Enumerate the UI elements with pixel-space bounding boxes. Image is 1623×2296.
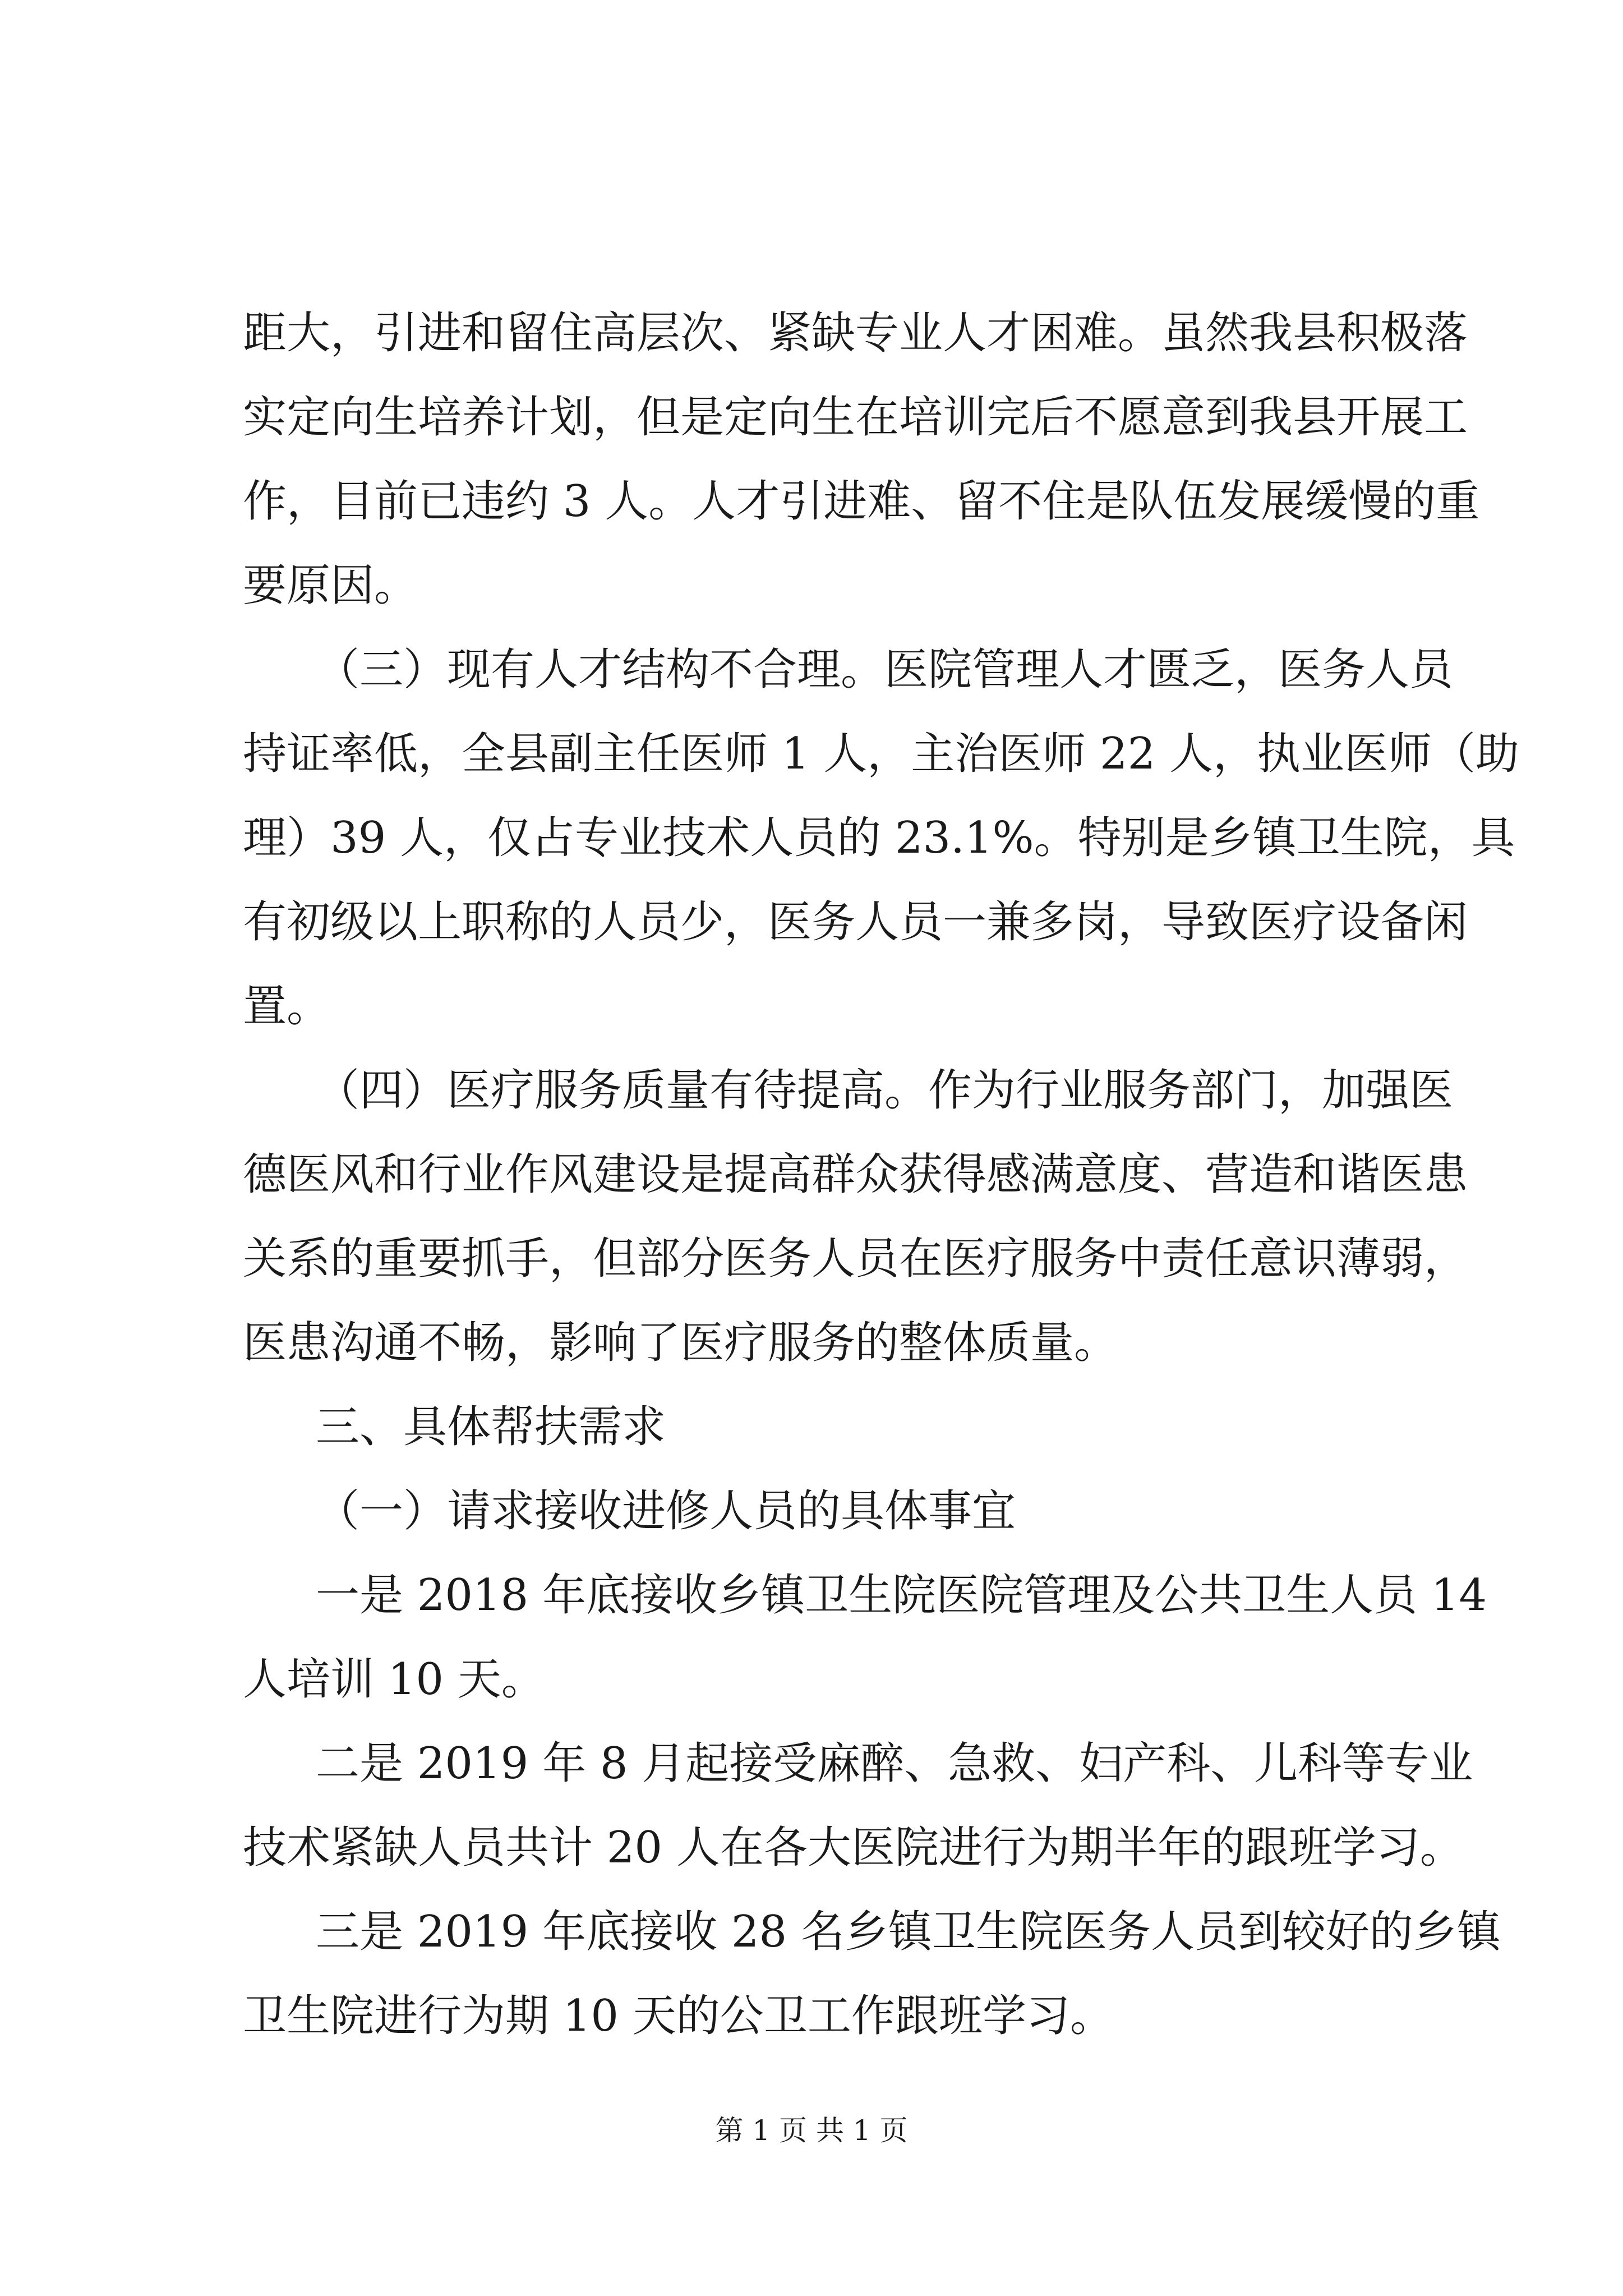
text-line: 作，目前已违约 3 人。人才引进难、留不住是队伍发展缓慢的重	[243, 476, 1480, 527]
text-line: 理）39 人，仅占专业技术人员的 23.1%。特别是乡镇卫生院，具	[243, 813, 1515, 863]
paragraph-heading: （三）现有人才结构不合理。医院管理人才匮乏，医务人员	[316, 645, 1454, 695]
text-line: 医患沟通不畅，影响了医疗服务的整体质量。	[243, 1318, 1118, 1368]
text-line: 要原因。	[243, 560, 418, 611]
text-line: 三是 2019 年底接收 28 名乡镇卫生院医务人员到较好的乡镇	[316, 1907, 1501, 1957]
text-line: 人培训 10 天。	[243, 1654, 545, 1705]
section-heading: 三、具体帮扶需求	[316, 1402, 666, 1452]
text-line: 德医风和行业作风建设是提高群众获得感满意度、营造和谐医患	[243, 1149, 1468, 1200]
text-line: 卫生院进行为期 10 天的公卫工作跟班学习。	[243, 1991, 1114, 2041]
text-line: 有初级以上职称的人员少，医务人员一兼多岗，导致医疗设备闲	[243, 897, 1468, 947]
text-line: 一是 2018 年底接收乡镇卫生院医院管理及公共卫生人员 14	[316, 1570, 1487, 1621]
text-line: 持证率低，全县副主任医师 1 人，主治医师 22 人，执业医师（助	[243, 729, 1520, 779]
subsection-heading: （一）请求接收进修人员的具体事宜	[316, 1486, 1016, 1536]
text-line: 关系的重要抓手，但部分医务人员在医疗服务中责任意识薄弱，	[243, 1234, 1468, 1284]
text-line: 二是 2019 年 8 月起接受麻醉、急救、妇产科、儿科等专业	[316, 1738, 1473, 1789]
text-line: 技术紧缺人员共计 20 人在各大医院进行为期半年的跟班学习。	[243, 1823, 1464, 1873]
text-line: 距大，引进和留住高层次、紧缺专业人才困难。虽然我县积极落	[243, 308, 1468, 358]
page-footer: 第 1 页 共 1 页	[715, 2114, 908, 2147]
text-line: 实定向生培养计划，但是定向生在培训完后不愿意到我县开展工	[243, 392, 1468, 443]
text-line: 置。	[243, 981, 331, 1032]
paragraph-heading: （四）医疗服务质量有待提高。作为行业服务部门，加强医	[316, 1065, 1454, 1116]
